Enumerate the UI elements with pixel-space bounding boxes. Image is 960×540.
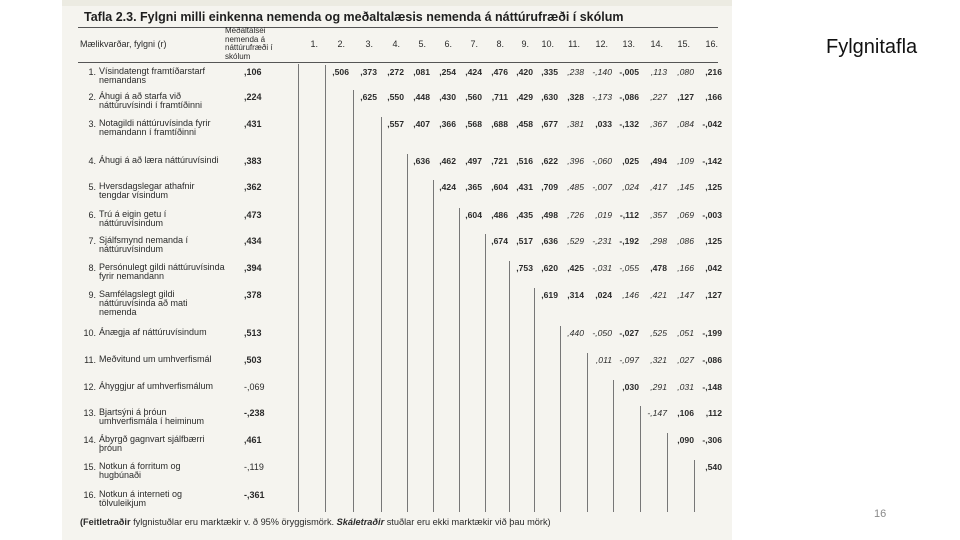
- correlation-cell: ,420: [516, 67, 533, 77]
- correlation-cell: ,421: [650, 290, 667, 300]
- correlation-cell: ,125: [705, 236, 722, 246]
- correlation-cell: ,030: [622, 382, 639, 392]
- row-number: 12.: [83, 382, 96, 392]
- correlation-cell: -,086: [702, 355, 722, 365]
- correlation-cell: ,027: [677, 355, 694, 365]
- correlation-cell: ,448: [413, 92, 430, 102]
- correlation-cell: ,216: [705, 67, 722, 77]
- correlation-cell: ,625: [360, 92, 377, 102]
- column-rule: [459, 208, 460, 512]
- row-number: 5.: [88, 182, 96, 192]
- correlation-cell: ,373: [360, 67, 377, 77]
- correlation-cell: ,540: [705, 462, 722, 472]
- row-number: 4.: [88, 156, 96, 166]
- correlation-cell: ,478: [650, 263, 667, 273]
- correlation-cell: ,630: [541, 92, 558, 102]
- scan-top-edge: [62, 0, 732, 6]
- row-mean-correlation: ,378: [244, 290, 262, 300]
- correlation-cell: ,486: [491, 210, 508, 220]
- column-number-14: 14.: [650, 39, 663, 49]
- correlation-cell: ,024: [595, 290, 612, 300]
- correlation-cell: ,622: [541, 156, 558, 166]
- row-label: Áhugi á að starfa við náttúruvísindi í framtíðinni: [99, 91, 203, 111]
- row-label: Persónulegt gildi náttúruvísinda fyrir nemandann: [99, 262, 225, 282]
- column-number-6: 6.: [444, 39, 452, 49]
- correlation-cell: ,227: [650, 92, 667, 102]
- row-mean-correlation: ,473: [244, 210, 262, 220]
- correlation-cell: ,125: [705, 182, 722, 192]
- correlation-cell: ,367: [650, 119, 667, 129]
- correlation-cell: -,007: [592, 182, 612, 192]
- row-label: Ánægja af náttúruvísindum: [99, 327, 207, 337]
- column-rule: [407, 154, 408, 512]
- footnote-bold-part: (Feitletraðir: [80, 517, 131, 527]
- correlation-cell: -,060: [592, 156, 612, 166]
- correlation-cell: ,550: [387, 92, 404, 102]
- row-number: 6.: [88, 210, 96, 220]
- row-label: Bjartsýni á þróun umhverfismála í heiminum: [99, 407, 205, 427]
- column-number-5: 5.: [418, 39, 426, 49]
- column-rule: [587, 353, 588, 512]
- correlation-cell: -,142: [702, 156, 722, 166]
- table-footnote: [80, 517, 551, 527]
- column-rule: [381, 117, 382, 512]
- correlation-cell: ,024: [622, 182, 639, 192]
- column-number-4: 4.: [392, 39, 400, 49]
- correlation-cell: ,497: [465, 156, 482, 166]
- correlation-cell: ,031: [677, 382, 694, 392]
- correlation-cell: ,166: [705, 92, 722, 102]
- correlation-cell: -,192: [619, 236, 639, 246]
- row-label: Áhugi á að læra náttúruvísindi: [99, 155, 219, 165]
- correlation-cell: ,430: [439, 92, 456, 102]
- row-label: Meðvitund um umhverfismál: [99, 354, 212, 364]
- row-number: 11.: [84, 355, 96, 365]
- correlation-cell: -,086: [619, 92, 639, 102]
- row-mean-correlation: ,224: [244, 92, 262, 102]
- correlation-cell: ,407: [413, 119, 430, 129]
- column-rule: [640, 406, 641, 512]
- correlation-cell: ,081: [413, 67, 430, 77]
- correlation-cell: ,726: [567, 210, 584, 220]
- column-number-1: 1.: [310, 39, 318, 49]
- correlation-cell: ,494: [650, 156, 667, 166]
- correlation-cell: ,298: [650, 236, 667, 246]
- correlation-cell: -,140: [592, 67, 612, 77]
- correlation-cell: ,674: [491, 236, 508, 246]
- correlation-cell: ,688: [491, 119, 508, 129]
- correlation-cell: -,097: [619, 355, 639, 365]
- correlation-cell: -,003: [702, 210, 722, 220]
- correlation-cell: ,147: [677, 290, 694, 300]
- correlation-cell: ,272: [387, 67, 404, 77]
- row-mean-correlation: ,461: [244, 435, 262, 445]
- header-bottom-rule: [78, 62, 718, 63]
- row-number: 10.: [83, 328, 96, 338]
- correlation-cell: ,069: [677, 210, 694, 220]
- column-rule: [560, 326, 561, 512]
- correlation-cell: ,525: [650, 328, 667, 338]
- row-number: 2.: [88, 92, 96, 102]
- row-mean-correlation: -,069: [244, 382, 265, 392]
- column-rule: [353, 90, 354, 512]
- correlation-cell: ,396: [567, 156, 584, 166]
- correlation-cell: ,025: [622, 156, 639, 166]
- column-number-16: 16.: [705, 39, 718, 49]
- column-rule: [298, 64, 299, 512]
- correlation-cell: ,145: [677, 182, 694, 192]
- correlation-cell: ,458: [516, 119, 533, 129]
- row-mean-correlation: ,106: [244, 67, 262, 77]
- row-mean-correlation: ,431: [244, 119, 262, 129]
- column-number-9: 9.: [521, 39, 529, 49]
- row-mean-correlation: ,383: [244, 156, 262, 166]
- correlation-cell: ,498: [541, 210, 558, 220]
- correlation-cell: ,424: [439, 182, 456, 192]
- label-column-header: Mælikvarðar, fylgni (r): [80, 39, 167, 49]
- row-label: Notagildi náttúruvísinda fyrir nemandann í framtíðinni: [99, 118, 211, 138]
- row-mean-correlation: -,238: [244, 408, 265, 418]
- correlation-cell: -,112: [619, 210, 639, 220]
- correlation-cell: ,431: [516, 182, 533, 192]
- column-number-3: 3.: [365, 39, 373, 49]
- row-mean-correlation: -,361: [244, 490, 265, 500]
- row-mean-correlation: ,362: [244, 182, 262, 192]
- header-top-rule: [78, 27, 718, 28]
- correlation-cell: ,529: [567, 236, 584, 246]
- correlation-cell: ,365: [465, 182, 482, 192]
- row-number: 15.: [83, 462, 96, 472]
- column-number-15: 15.: [677, 39, 690, 49]
- correlation-cell: ,636: [541, 236, 558, 246]
- correlation-cell: ,709: [541, 182, 558, 192]
- correlation-cell: ,051: [677, 328, 694, 338]
- page-number: 16: [874, 508, 887, 520]
- correlation-cell: ,636: [413, 156, 430, 166]
- column-number-10: 10.: [541, 39, 554, 49]
- column-number-8: 8.: [496, 39, 504, 49]
- correlation-cell: ,127: [677, 92, 694, 102]
- correlation-cell: ,042: [705, 263, 722, 273]
- correlation-cell: -,231: [592, 236, 612, 246]
- correlation-cell: ,314: [567, 290, 584, 300]
- column-rule: [485, 234, 486, 512]
- row-mean-correlation: ,513: [244, 328, 262, 338]
- correlation-cell: -,027: [619, 328, 639, 338]
- row-label: Vísindatengt framtíðarstarf nemandans: [99, 66, 206, 86]
- column-number-13: 13.: [622, 39, 635, 49]
- column-number-11: 11.: [568, 39, 580, 49]
- correlation-cell: ,429: [516, 92, 533, 102]
- correlation-cell: ,090: [677, 435, 694, 445]
- correlation-cell: ,424: [465, 67, 482, 77]
- correlation-cell: ,516: [516, 156, 533, 166]
- correlation-cell: -,055: [619, 263, 639, 273]
- column-number-12: 12.: [595, 39, 608, 49]
- correlation-cell: ,321: [650, 355, 667, 365]
- correlation-cell: ,112: [705, 408, 722, 418]
- row-number: 13.: [83, 408, 96, 418]
- row-number: 1.: [88, 67, 96, 77]
- correlation-cell: ,476: [491, 67, 508, 77]
- correlation-cell: ,011: [595, 355, 612, 365]
- column-rule: [534, 288, 535, 512]
- correlation-cell: ,381: [567, 119, 584, 129]
- correlation-cell: ,254: [439, 67, 456, 77]
- correlation-cell: ,425: [567, 263, 584, 273]
- column-rule: [509, 261, 510, 512]
- correlation-cell: ,485: [567, 182, 584, 192]
- row-number: 8.: [88, 263, 96, 273]
- correlation-cell: ,604: [465, 210, 482, 220]
- row-mean-correlation: ,503: [244, 355, 262, 365]
- row-label: Áhyggjur af umhverfismálum: [99, 381, 214, 391]
- correlation-cell: ,506: [332, 67, 349, 77]
- row-mean-correlation: ,434: [244, 236, 262, 246]
- correlation-cell: ,753: [516, 263, 533, 273]
- row-label: Samfélagslegt gildi náttúruvísinda að mati nemenda: [99, 289, 188, 318]
- correlation-cell: ,033: [595, 119, 612, 129]
- correlation-cell: ,440: [567, 328, 584, 338]
- footnote-end: stuðlar eru ekki marktækir við þau mörk): [384, 517, 551, 527]
- row-label: Trú á eigin getu í náttúruvísindum: [99, 209, 167, 229]
- correlation-cell: ,238: [567, 67, 584, 77]
- row-mean-correlation: -,119: [244, 462, 264, 472]
- row-label: Notkun á interneti og tölvuleikjum: [99, 489, 183, 509]
- table-title: Tafla 2.3. Fylgni milli einkenna nemenda og meðaltalæsis nemenda á náttúrufræði í skólum: [84, 10, 624, 24]
- correlation-cell: -,148: [702, 382, 722, 392]
- correlation-cell: -,050: [592, 328, 612, 338]
- mean-column-header: Meðaltalsei nemenda á náttúrufræði í skólum: [225, 26, 273, 61]
- row-mean-correlation: ,394: [244, 263, 262, 273]
- correlation-cell: -,306: [702, 435, 722, 445]
- row-number: 7.: [88, 236, 96, 246]
- correlation-cell: ,335: [541, 67, 558, 77]
- correlation-cell: -,042: [702, 119, 722, 129]
- correlation-cell: ,435: [516, 210, 533, 220]
- row-number: 16.: [83, 490, 96, 500]
- correlation-cell: ,711: [491, 92, 508, 102]
- correlation-cell: ,109: [677, 156, 694, 166]
- correlation-cell: ,080: [677, 67, 694, 77]
- correlation-cell: ,328: [567, 92, 584, 102]
- correlation-cell: ,084: [677, 119, 694, 129]
- correlation-cell: ,604: [491, 182, 508, 192]
- row-number: 3.: [88, 119, 96, 129]
- column-number-7: 7.: [470, 39, 478, 49]
- correlation-cell: ,113: [650, 67, 667, 77]
- correlation-cell: ,568: [465, 119, 482, 129]
- correlation-cell: ,106: [677, 408, 694, 418]
- correlation-cell: ,517: [516, 236, 533, 246]
- correlation-cell: ,462: [439, 156, 456, 166]
- correlation-cell: ,166: [677, 263, 694, 273]
- row-label: Notkun á forritum og hugbúnaði: [99, 461, 181, 481]
- correlation-cell: ,019: [595, 210, 612, 220]
- correlation-cell: -,132: [619, 119, 639, 129]
- correlation-cell: ,127: [705, 290, 722, 300]
- row-label: Sjálfsmynd nemanda í náttúruvísindum: [99, 235, 189, 255]
- correlation-cell: ,619: [541, 290, 558, 300]
- footnote-middle: fylgnistuðlar eru marktækir v. ð 95% öryggismörk.: [130, 517, 335, 527]
- correlation-cell: ,357: [650, 210, 667, 220]
- correlation-cell: ,721: [491, 156, 508, 166]
- row-label: Ábyrgð gagnvart sjálfbærri þróun: [99, 434, 205, 454]
- correlation-cell: ,366: [439, 119, 456, 129]
- column-rule: [325, 65, 326, 512]
- row-label: Hversdagslegar athafnir tengdar vísindum: [99, 181, 195, 201]
- column-number-2: 2.: [337, 39, 345, 49]
- correlation-cell: -,147: [647, 408, 667, 418]
- correlation-cell: ,146: [622, 290, 639, 300]
- footnote-italic-part: Skáletraðir: [334, 517, 385, 527]
- slide-title: Fylgnitafla: [826, 36, 918, 58]
- correlation-cell: -,005: [619, 67, 639, 77]
- row-number: 14.: [83, 435, 96, 445]
- correlation-cell: -,173: [592, 92, 612, 102]
- column-rule: [613, 380, 614, 512]
- column-rule: [433, 180, 434, 512]
- row-number: 9.: [88, 290, 96, 300]
- correlation-cell: ,620: [541, 263, 558, 273]
- correlation-cell: -,199: [702, 328, 722, 338]
- correlation-cell: ,291: [650, 382, 667, 392]
- correlation-cell: ,677: [541, 119, 558, 129]
- correlation-cell: ,560: [465, 92, 482, 102]
- correlation-cell: -,031: [592, 263, 612, 273]
- correlation-cell: ,086: [677, 236, 694, 246]
- correlation-cell: ,417: [650, 182, 667, 192]
- correlation-cell: ,557: [387, 119, 404, 129]
